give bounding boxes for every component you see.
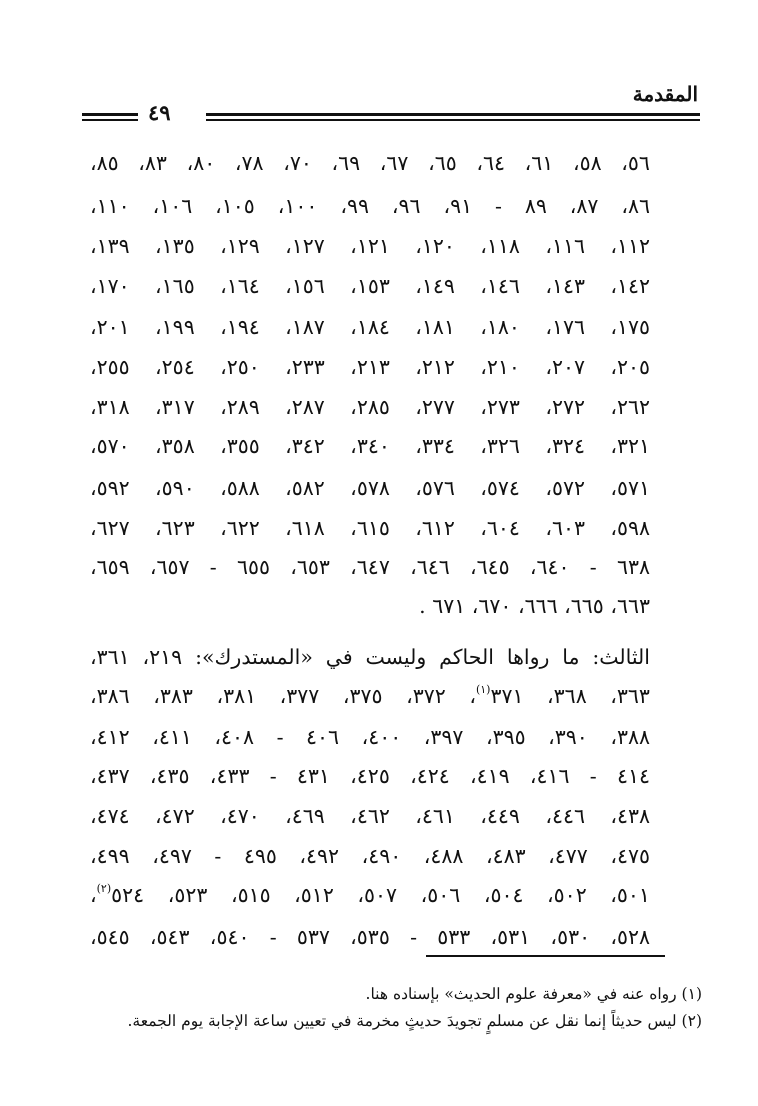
- header-rule: [206, 119, 700, 121]
- text-line: ٣٢١، ٣٢٤، ٣٢٦، ٣٣٤، ٣٤٠، ٣٤٢، ٣٥٥، ٣٥٨، ٥٧٠،: [90, 434, 650, 458]
- text-line: ٥٧١، ٥٧٢، ٥٧٤، ٥٧٦، ٥٧٨، ٥٨٢، ٥٨٨، ٥٩٠، ٥٩٢،: [90, 476, 650, 500]
- text-fragment: ،: [90, 883, 97, 907]
- footnote-marker: (١): [475, 683, 491, 697]
- footnote-divider: [426, 955, 665, 957]
- text-line: ٥٦، ٥٨، ٦١، ٦٤، ٦٥، ٦٧، ٦٩، ٧٠، ٧٨، ٨٠، ٨٣، ٨٥،: [90, 151, 650, 175]
- footnote: (٢) ليس حديثاً إنما نقل عن مسلمٍ تجويدَ حديثٍ مخرمة في تعيين ساعة الإجابة يوم الجمعة.: [127, 1012, 702, 1030]
- text-line: ٥٩٨، ٦٠٣، ٦٠٤، ٦١٢، ٦١٥، ٦١٨، ٦٢٢، ٦٢٣، ٦٢٧،: [90, 516, 650, 540]
- text-line: [90, 681, 650, 711]
- text-line: ٤٧٥، ٤٧٧، ٤٨٣، ٤٨٨، ٤٩٠، ٤٩٢، ٤٩٥ - ٤٩٧، ٤٩٩،: [90, 844, 650, 868]
- header-rule: [82, 113, 138, 116]
- text-line: ٤١٤ - ٤١٦، ٤١٩، ٤٢٤، ٤٢٥، ٤٣١ - ٤٣٣، ٤٣٥، ٤٣٧،: [90, 764, 650, 788]
- text-line: ٥٢٨، ٥٣٠، ٥٣١، ٥٣٣ - ٥٣٥، ٥٣٧ - ٥٤٠، ٥٤٣، ٥٤٥،: [90, 925, 650, 949]
- header-rule: [82, 119, 138, 121]
- text-line: ٣٨٨، ٣٩٠، ٣٩٥، ٣٩٧، ٤٠٠، ٤٠٦ - ٤٠٨، ٤١١، ٤١٢،: [90, 725, 650, 749]
- text-line: [90, 880, 650, 910]
- footnote: (١) رواه عنه في «معرفة علوم الحديث» بإسناده هنا.: [365, 985, 702, 1003]
- page-title: المقدمة: [632, 82, 698, 106]
- text-fragment: ٥٠١، ٥٠٢، ٥٠٤، ٥٠٦، ٥٠٧، ٥١٢، ٥١٥، ٥٢٣، ٥٢٤: [111, 883, 650, 907]
- text-line: ٦٦٣، ٦٦٥، ٦٦٦، ٦٧٠، ٦٧١ .: [419, 594, 650, 618]
- text-line: ٤٣٨، ٤٤٦، ٤٤٩، ٤٦١، ٤٦٢، ٤٦٩، ٤٧٠، ٤٧٢، ٤٧٤،: [90, 804, 650, 828]
- footnote-marker: (٢): [96, 882, 112, 896]
- text-line: ٨٦، ٨٧، ٨٩ - ٩١، ٩٦، ٩٩، ١٠٠، ١٠٥، ١٠٦، ١١٠،: [90, 194, 650, 218]
- text-line: ١٧٥، ١٧٦، ١٨٠، ١٨١، ١٨٤، ١٨٧، ١٩٤، ١٩٩، ٢٠١،: [90, 315, 650, 339]
- text-line: ١١٢، ١١٦، ١١٨، ١٢٠، ١٢١، ١٢٧، ١٢٩، ١٣٥، ١٣٩،: [90, 234, 650, 258]
- text-line: ٢٦٢، ٢٧٢، ٢٧٣، ٢٧٧، ٢٨٥، ٢٨٧، ٢٨٩، ٣١٧، ٣١٨،: [90, 395, 650, 419]
- text-line: ٦٣٨ - ٦٤٠، ٦٤٥، ٦٤٦، ٦٤٧، ٦٥٣، ٦٥٥ - ٦٥٧، ٦٥٩،: [90, 555, 650, 579]
- text-fragment: ٣٦٣، ٣٦٨، ٣٧١: [490, 684, 650, 708]
- section-heading-line: الثالث: ما رواها الحاكم وليست في «المستدرك»: ٢١٩، ٣٦١،: [90, 645, 650, 669]
- text-line: ١٤٢، ١٤٣، ١٤٦، ١٤٩، ١٥٣، ١٥٦، ١٦٤، ١٦٥، ١٧٠،: [90, 274, 650, 298]
- page-number: ٤٩: [148, 100, 171, 125]
- text-line: ٢٠٥، ٢٠٧، ٢١٠، ٢١٢، ٢١٣، ٢٣٣، ٢٥٠، ٢٥٤، ٢٥٥،: [90, 355, 650, 379]
- text-fragment: ، ٣٧٢، ٣٧٥، ٣٧٧، ٣٨١، ٣٨٣، ٣٨٦،: [90, 684, 476, 708]
- header-rule: [206, 113, 700, 116]
